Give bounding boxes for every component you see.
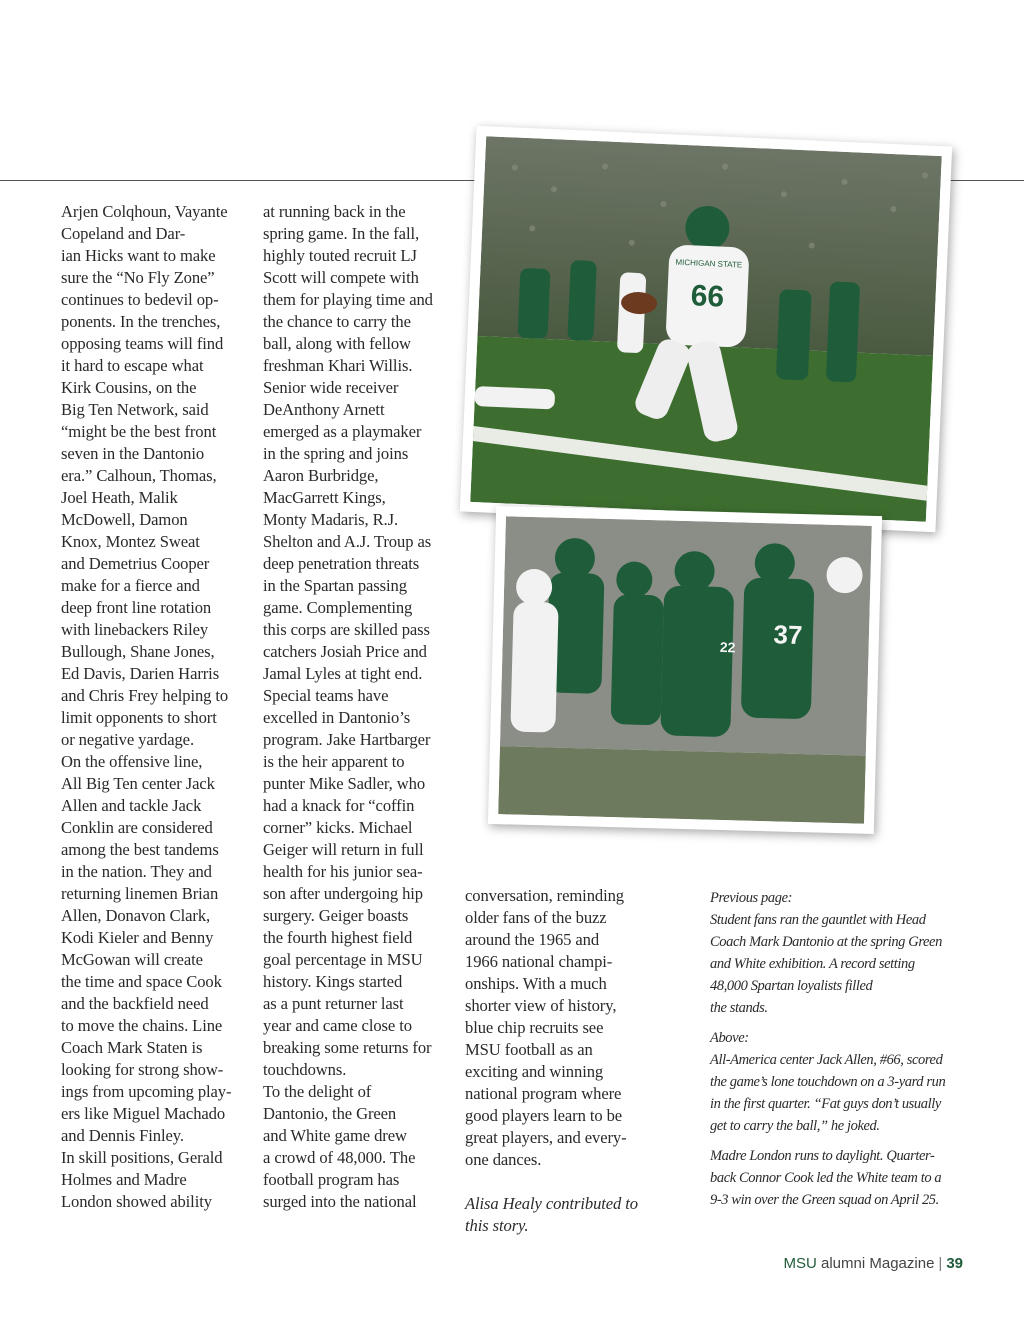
caption-previous-label: Previous page:: [710, 890, 793, 906]
article-column-3: [465, 863, 665, 1237]
footer-separator: |: [938, 1255, 943, 1272]
touchdown-photo-image: [470, 136, 942, 522]
jersey-number: 66: [690, 279, 725, 314]
contributor-credit: Alisa Healy contributed to this story.: [465, 1194, 638, 1235]
page-footer: [784, 1255, 964, 1272]
photo-touchdown-run: [460, 126, 952, 532]
svg-text:MICHIGAN STATE: MICHIGAN STATE: [675, 257, 743, 270]
article-column-2: at running back in the spring game. In the fall, highly touted recruit LJ Scott will compete with them for playing time and the chance to carry the ball, along with fellow freshman Khari Willis. Senior wide receiver DeAnthony Arnett emerged as a playmaker in the spring and joins Aaron Burbridge, MacGarrett Kings, Monty Madaris, R.J. Shelton and A.J. Troup as deep penetration threats in the Spartan passing game. Complementing this corps are skilled pass catchers Josiah Price and Jamal Lyles at tight end. Special teams have excelled in Dantonio’s program. Jake Hartbarger is the heir apparent to punter Mike Sadler, who had a knack for “coffin corner” kicks. Michael Geiger will return in full health for his junior sea- son after undergoing hip surgery. Geiger boasts the fourth highest field goal percentage in MSU history. Kings started as a punt returner last year and came close to breaking some returns for touchdowns. To the delight of Dantonio, the Green and White game drew a crowd of 48,000. The football program has surged into the national: [263, 202, 433, 1211]
svg-text:22: 22: [719, 638, 736, 656]
caption-previous-text: Student fans ran the gauntlet with Head Coach Mark Dantonio at the spring Green and White exhibition. A record setting 48,000 Spartan loyalists filled the stands.: [710, 912, 942, 1016]
caption-above-text: All-America center Jack Allen, #66, scored the game’s lone touchdown on a 3-yard run in the first quarter. “Fat guys don’t usually get to carry the ball,” he joked.: [710, 1052, 946, 1134]
photo-captions: [710, 887, 960, 1219]
caption-previous-page: [710, 887, 960, 1019]
svg-text:37: 37: [773, 619, 803, 651]
london-run-photo-image: [498, 516, 872, 823]
caption-london: Madre London runs to daylight. Quarter- back Connor Cook led the White team to a 9-3 win over the Green squad on April 25.: [710, 1148, 942, 1208]
article-column-3-text: conversation, reminding older fans of the buzz around the 1965 and 1966 national champi- onships. With a much shorter view of history, blue chip recruits see MSU football as an exciting and winning national program where good players learn to be great players, and every- one dances.: [465, 886, 627, 1169]
article-column-1: Arjen Colqhoun, Vayante Copeland and Dar- ian Hicks want to make sure the “No Fly Zone” continues to bedevil op- ponents. In the trenches, opposing teams will find it hard to escape what Kirk Cousins, on the Big Ten Network, said “might be the best front seven in the Dantonio era.” Calhoun, Thomas, Joel Heath, Malik McDowell, Damon Knox, Montez Sweat and Demetrius Cooper make for a fierce and deep front line rotation with linebackers Riley Bullough, Shane Jones, Ed Davis, Darien Harris and Chris Frey helping to limit opponents to short or negative yardage. On the offensive line, All Big Ten center Jack Allen and tackle Jack Conklin are considered among the best tandems in the nation. They and returning linemen Brian Allen, Donavon Clark, Kodi Kieler and Benny McGowan will create the time and space Cook and the backfield need to move the chains. Line Coach Mark Staten is looking for strong show- ings from upcoming play- ers like Miguel Machado and Dennis Finley. In skill positions, Gerald Holmes and Madre London showed ability: [61, 202, 232, 1211]
footer-brand: MSU: [783, 1255, 817, 1272]
caption-above: [710, 1027, 960, 1137]
caption-above-label: Above:: [710, 1030, 749, 1046]
photo-madre-london-run: [488, 506, 882, 834]
page-number: 39: [946, 1255, 963, 1272]
footer-magazine: alumni Magazine: [816, 1255, 935, 1272]
